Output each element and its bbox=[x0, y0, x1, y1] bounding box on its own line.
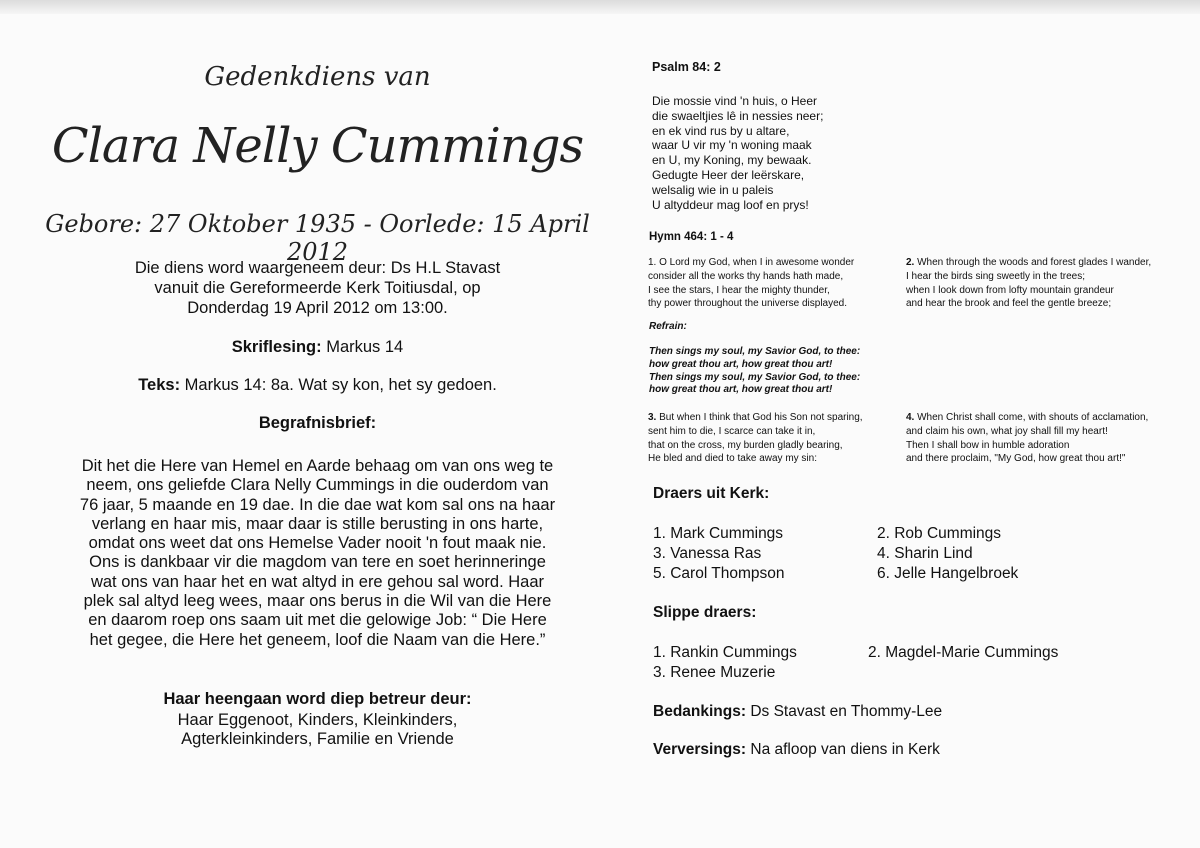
sermon-text bbox=[40, 376, 595, 395]
intro-line: Die diens word waargeneem deur: Ds H.L Stavast bbox=[134, 259, 501, 277]
scripture-reading bbox=[40, 338, 595, 357]
life-dates: Gebore: 27 Oktober 1935 - Oorlede: 15 April 2012 bbox=[45, 210, 590, 266]
pallbearer: 3. Vanessa Ras bbox=[653, 545, 762, 562]
refreshments-row bbox=[653, 741, 940, 759]
refreshments-value: Na afloop van diens in Kerk bbox=[750, 741, 940, 758]
pallbearer: 1. Mark Cummings bbox=[653, 525, 784, 542]
pallbearers-left bbox=[653, 524, 785, 584]
deceased-name: Clara Nelly Cummings bbox=[51, 118, 584, 174]
psalm-text: Die mossie vind 'n huis, o Heer die swaeltjies lê in nessies neer; en ek vind rus by u altare, waar U vir my 'n woning maak en U, my Koning, my bewaak. Gedugte Heer der leërskare, welsalig wie in u paleis U altyddeur mag loof en prys! bbox=[652, 94, 824, 212]
obituary-line: neem, ons geliefde Clara Nelly Cummings in die ouderdom van bbox=[86, 476, 549, 495]
verse-number: 4. bbox=[906, 412, 915, 423]
pallbearers-right bbox=[877, 524, 1018, 584]
obituary-line: Dit het die Here van Hemel en Aarde behaag om van ons weg te bbox=[81, 457, 554, 475]
obituary-heading: Begrafnisbrief: bbox=[258, 414, 377, 432]
verse-number: 2. bbox=[906, 257, 915, 268]
mourned-line: Haar Eggenoot, Kinders, Kleinkinders, bbox=[177, 711, 458, 729]
hymn-title: Hymn 464: 1 - 4 bbox=[649, 231, 734, 243]
verse-text: But when I think that God his Son not sparing, sent him to die, I scarce can take it in, that on the cross, my burden gladly bearing, He bled and died to take away my sin: bbox=[648, 412, 863, 465]
obituary-line: verlang en haar mis, maar daar is stille berusting in ons harte, bbox=[91, 514, 544, 533]
obituary-line: plek sal altyd leeg wees, maar ons berus in die Wil van die Here bbox=[83, 592, 552, 611]
obituary-line: Ons is dankbaar vir die magdom van tere en soet herinneringe bbox=[89, 553, 546, 572]
pall-bearer: 2. Magdel-Marie Cummings bbox=[868, 644, 1059, 661]
intro-line: vanuit die Gereformeerde Kerk Toitiusdal, op bbox=[154, 279, 481, 297]
scan-edge bbox=[0, 0, 1200, 14]
service-intro bbox=[40, 258, 595, 318]
pall-bearer: 1. Rankin Cummings bbox=[653, 644, 797, 661]
refreshments-label: Verversings: bbox=[653, 741, 747, 758]
hymn-verse-3 bbox=[648, 411, 898, 466]
hymn-verse-1 bbox=[648, 256, 898, 311]
obituary-line: wat ons van haar het en wat altyd in ere gehou sal word. Haar bbox=[90, 572, 545, 591]
reading-label: Skriflesing: bbox=[231, 338, 322, 356]
obituary-line: het gegee, die Here het geneem, loof die Naam van die Here.” bbox=[89, 630, 546, 649]
pall-bearers-right bbox=[868, 643, 1058, 663]
obituary-line: en daarom roep ons saam uit met die gelowige Job: “ Die Here bbox=[88, 611, 547, 630]
refrain-text: Then sings my soul, my Savior God, to thee: how great thou art, how great thou art! Then sings my soul, my Savior God, to thee: how great thou art, how great thou art! bbox=[649, 346, 861, 396]
thanks-value: Ds Stavast en Thommy-Lee bbox=[750, 703, 943, 720]
pall-bearer: 3. Renee Muzerie bbox=[653, 664, 776, 681]
pallbearer: 4. Sharin Lind bbox=[877, 545, 973, 562]
verse-number: 3. bbox=[648, 412, 657, 423]
mourned-line: Agterkleinkinders, Familie en Vriende bbox=[181, 730, 454, 748]
pallbearers-heading: Draers uit Kerk: bbox=[653, 485, 770, 502]
obituary-line: 76 jaar, 5 maande en 19 dae. In die dae wat kom sal ons na haar bbox=[79, 495, 556, 514]
memorial-subtitle: Gedenkdiens van bbox=[204, 62, 431, 92]
pall-bearers-heading: Slippe draers: bbox=[653, 604, 757, 621]
reading-value: Markus 14 bbox=[326, 338, 404, 356]
mourned-by-list bbox=[40, 711, 595, 749]
thanks-label: Bedankings: bbox=[653, 703, 747, 720]
verse-text: When Christ shall come, with shouts of acclamation, and claim his own, what joy shall fill my heart! Then I shall bow in humble adoration and there proclaim, "My God, how great thou art!" bbox=[906, 412, 1149, 465]
mourned-by-heading: Haar heengaan word diep betreur deur: bbox=[163, 690, 472, 708]
text-value: Markus 14: 8a. Wat sy kon, het sy gedoen. bbox=[184, 376, 497, 394]
pall-bearers-left bbox=[653, 643, 797, 683]
verse-text: O Lord my God, when I in awesome wonder consider all the works thy hands hath made, I see the stars, I hear the mighty thunder, thy power throughout the universe displayed. bbox=[648, 257, 855, 310]
pallbearer: 5. Carol Thompson bbox=[653, 565, 785, 582]
hymn-verse-2 bbox=[906, 256, 1196, 311]
thanks-row bbox=[653, 703, 942, 721]
pallbearer: 6. Jelle Hangelbroek bbox=[877, 565, 1019, 582]
verse-number: 1. bbox=[648, 257, 657, 268]
refrain-label: Refrain: bbox=[649, 321, 687, 332]
psalm-title: Psalm 84: 2 bbox=[652, 60, 721, 74]
verse-text: When through the woods and forest glades I wander, I hear the birds sing sweetly in the trees; when I look down from lofty mountain grandeur and hear the brook and feel the gentle breeze; bbox=[906, 257, 1152, 310]
obituary-line: omdat ons weet dat ons Hemelse Vader nooit 'n fout maak nie. bbox=[88, 534, 547, 553]
pallbearer: 2. Rob Cummings bbox=[877, 525, 1002, 542]
text-label: Teks: bbox=[138, 376, 181, 394]
intro-line: Donderdag 19 April 2012 om 13:00. bbox=[187, 299, 448, 317]
hymn-verse-4 bbox=[906, 411, 1196, 466]
obituary-body bbox=[40, 457, 595, 650]
